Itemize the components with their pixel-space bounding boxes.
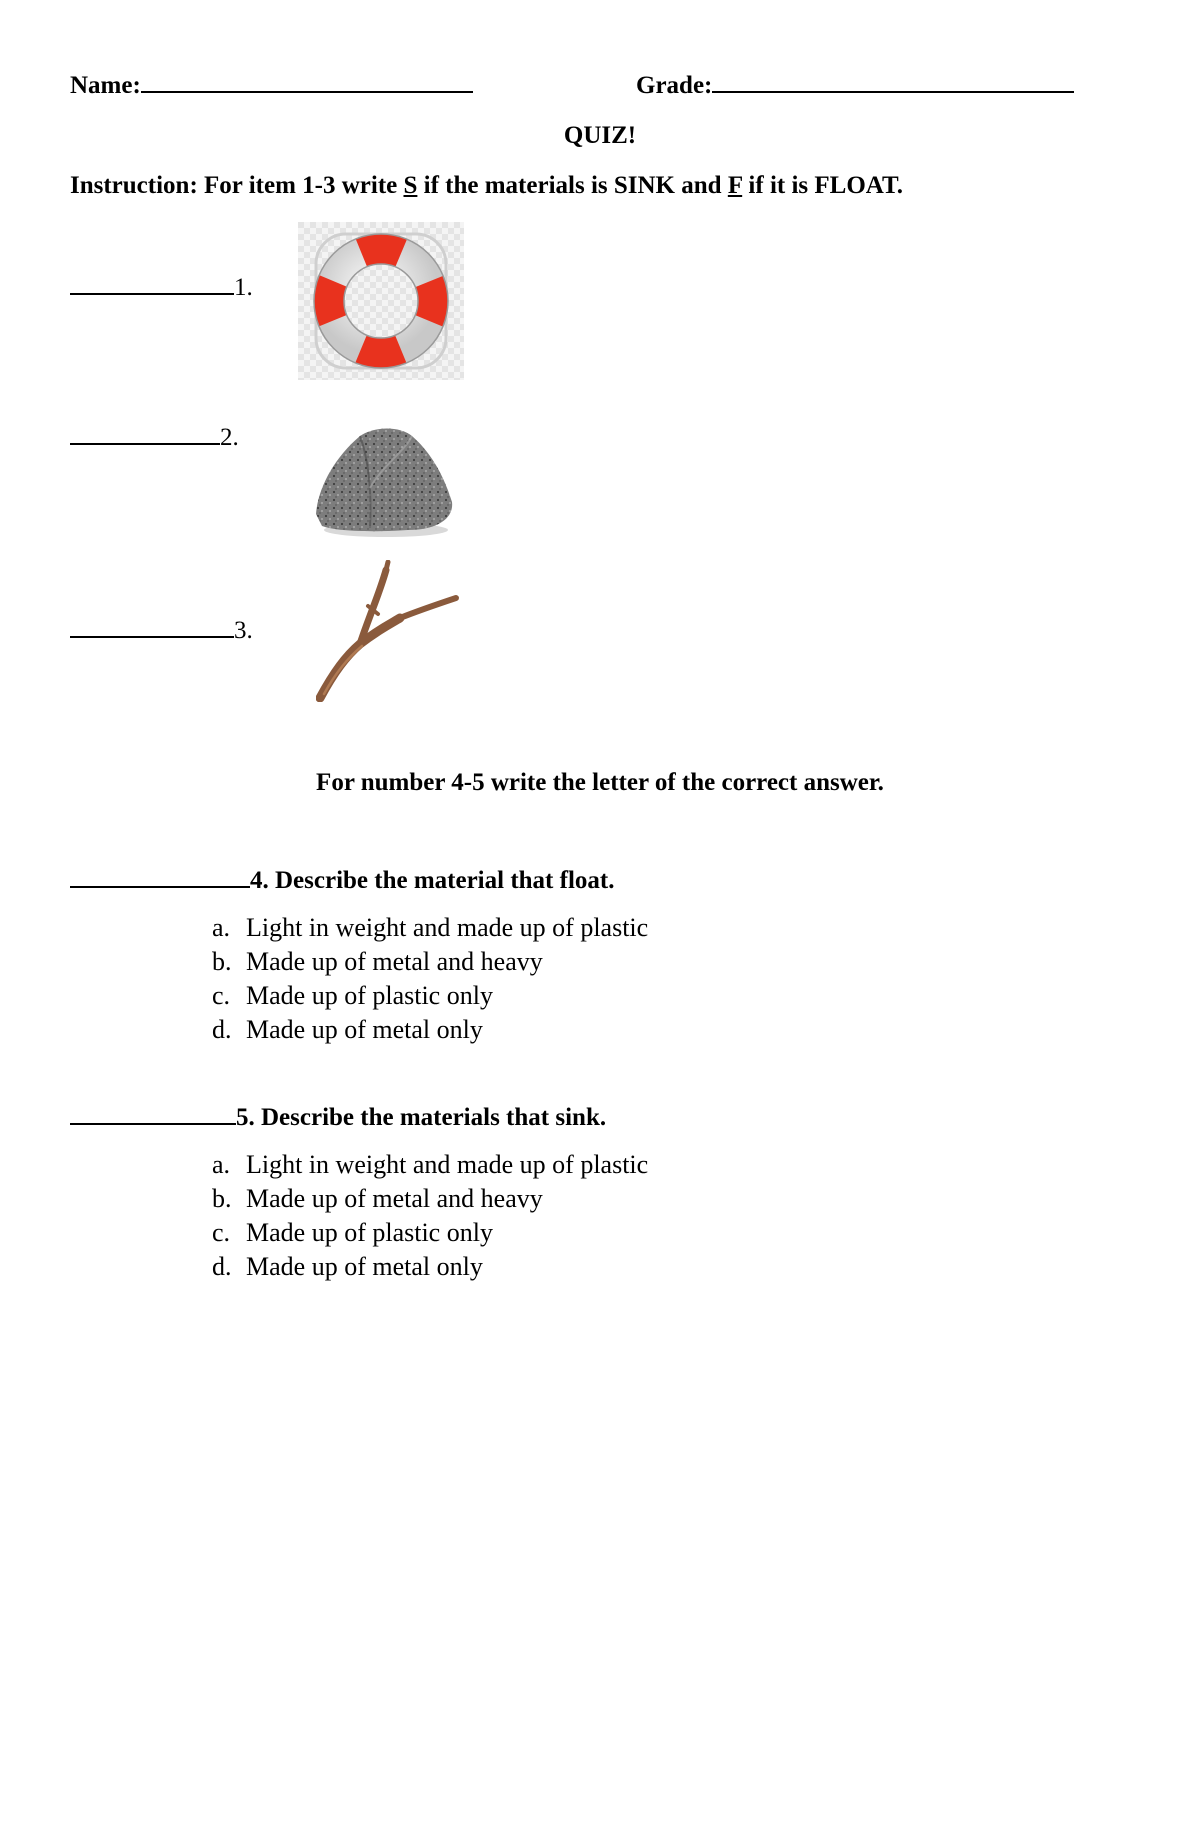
picture-item-1 <box>70 274 253 302</box>
grade-label: Grade: <box>636 72 713 99</box>
question-text: 5. Describe the materials that sink. <box>236 1104 607 1131</box>
stick-image <box>316 560 462 702</box>
question-4-option-d <box>212 1015 483 1045</box>
rock-image <box>308 418 458 540</box>
option-text: Made up of metal and heavy <box>246 1184 543 1213</box>
answer-blank-3[interactable] <box>70 636 234 638</box>
option-text: Made up of plastic only <box>246 981 493 1010</box>
option-letter: d. <box>212 1015 232 1044</box>
sink-letter: S <box>403 172 418 199</box>
life-buoy-image <box>298 222 464 380</box>
float-letter: F <box>727 172 743 199</box>
option-letter: d. <box>212 1252 232 1281</box>
question-4-option-c <box>212 981 493 1011</box>
item-number: 3. <box>234 617 253 644</box>
instruction-suffix: if it is FLOAT. <box>742 172 904 199</box>
option-text: Light in weight and made up of plastic <box>246 913 649 942</box>
option-letter: a. <box>212 913 231 942</box>
section2-instruction: For number 4-5 write the letter of the correct answer. <box>316 769 884 796</box>
answer-blank-5[interactable] <box>70 1123 236 1125</box>
rock-icon <box>308 418 458 540</box>
answer-blank-1[interactable] <box>70 293 234 295</box>
question-text: 4. Describe the material that float. <box>250 867 615 894</box>
option-letter: b. <box>212 947 232 976</box>
option-text: Made up of metal only <box>246 1252 483 1281</box>
picture-item-2 <box>70 424 239 452</box>
question-4-option-a <box>212 913 648 943</box>
grade-field[interactable] <box>636 72 1074 100</box>
item-number: 2. <box>220 424 239 451</box>
answer-blank-2[interactable] <box>70 443 220 445</box>
question-5-option-a <box>212 1150 648 1180</box>
life-buoy-icon <box>298 222 464 380</box>
question-5-option-b <box>212 1184 543 1214</box>
question-5-option-c <box>212 1218 493 1248</box>
option-letter: b. <box>212 1184 232 1213</box>
item-number: 1. <box>234 274 253 301</box>
question-5 <box>70 1104 606 1132</box>
option-text: Made up of plastic only <box>246 1218 493 1247</box>
option-letter: c. <box>212 1218 231 1247</box>
instruction-prefix: Instruction: For item 1-3 write <box>70 172 404 199</box>
option-letter: a. <box>212 1150 231 1179</box>
option-text: Light in weight and made up of plastic <box>246 1150 649 1179</box>
question-4-option-b <box>212 947 543 977</box>
question-4 <box>70 867 614 895</box>
page-title: QUIZ! <box>563 122 637 149</box>
name-label: Name: <box>70 72 141 99</box>
answer-blank-4[interactable] <box>70 886 250 888</box>
name-field[interactable] <box>70 72 473 100</box>
option-text: Made up of metal and heavy <box>246 947 543 976</box>
instruction-middle: if the materials is SINK and <box>417 172 728 199</box>
instruction-text <box>70 172 903 200</box>
option-text: Made up of metal only <box>246 1015 483 1044</box>
picture-item-3 <box>70 617 253 645</box>
option-letter: c. <box>212 981 231 1010</box>
question-5-option-d <box>212 1252 483 1282</box>
grade-blank[interactable] <box>712 91 1074 93</box>
name-blank[interactable] <box>141 91 473 93</box>
stick-icon <box>316 560 462 702</box>
